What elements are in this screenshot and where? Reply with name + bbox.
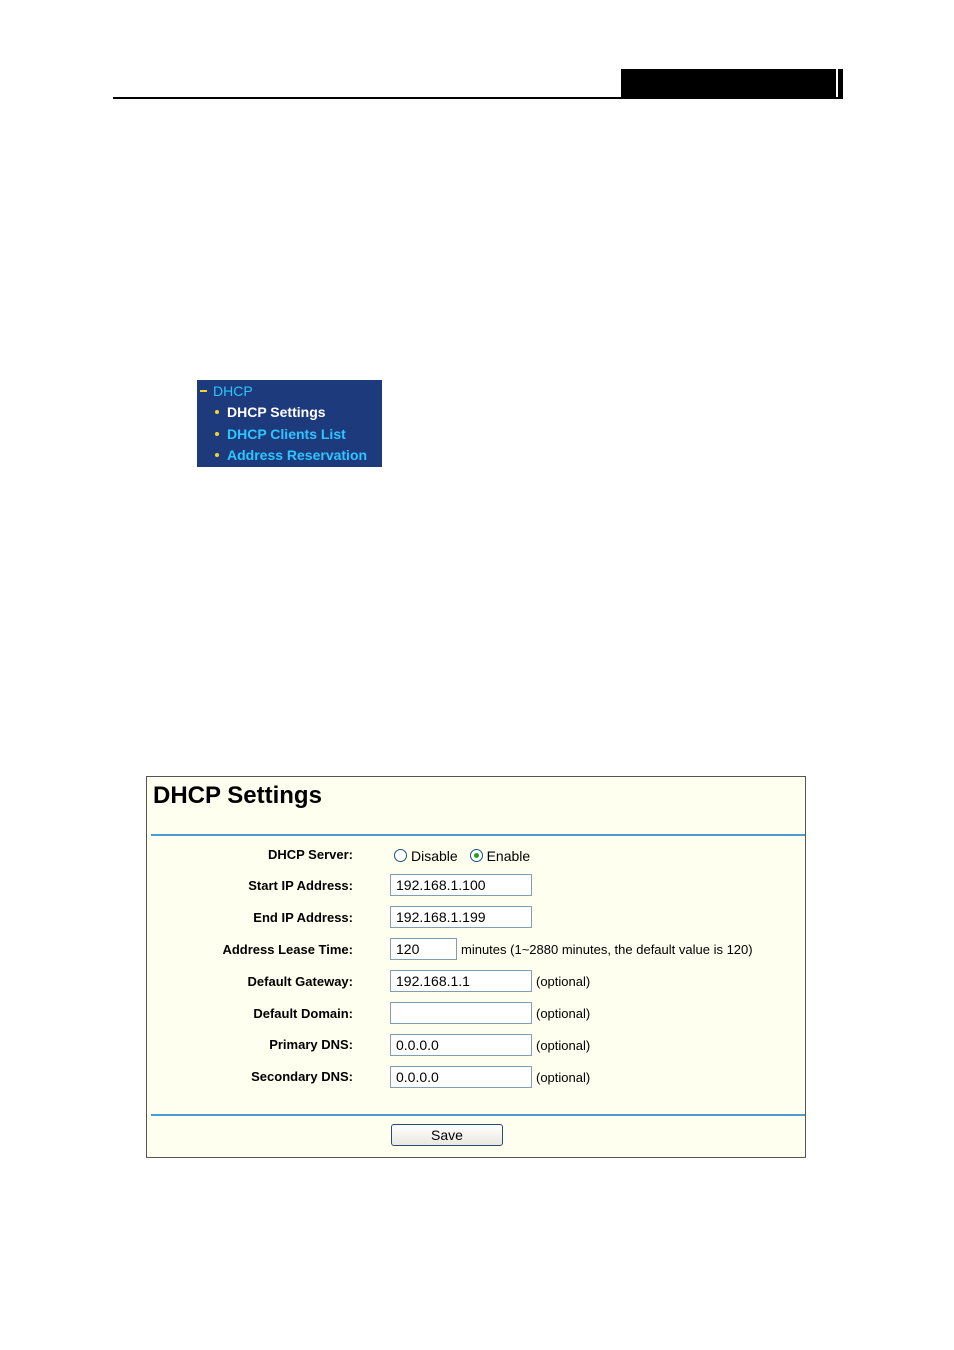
lease-time-hint: minutes (1~2880 minutes, the default value is 120): [461, 942, 753, 957]
divider-top: [151, 834, 805, 836]
header-stripe: [838, 69, 843, 99]
dhcp-menu: [197, 380, 382, 467]
secondary-dns-label: Secondary DNS:: [251, 1069, 353, 1084]
domain-label: Default Domain:: [253, 1006, 353, 1021]
lease-time-label: Address Lease Time:: [222, 942, 353, 957]
menu-item-label: DHCP Clients List: [227, 426, 346, 442]
secondary-dns-hint: (optional): [536, 1070, 591, 1085]
disable-radio-label[interactable]: Disable: [411, 848, 458, 865]
gateway-label: Default Gateway:: [247, 974, 353, 989]
header-rule: [113, 97, 843, 99]
start-ip-label: Start IP Address:: [248, 878, 353, 893]
gateway-hint: (optional): [536, 974, 591, 989]
domain-input[interactable]: [390, 1002, 532, 1024]
bullet-icon: [215, 453, 219, 457]
bullet-icon: [215, 432, 219, 436]
dhcp-settings-panel: [146, 776, 806, 1158]
menu-item-address-reservation[interactable]: [215, 445, 367, 465]
enable-radio-label[interactable]: Enable: [486, 848, 531, 865]
save-button[interactable]: Save: [391, 1124, 503, 1146]
gateway-input[interactable]: 192.168.1.1: [390, 970, 532, 992]
dhcp-server-radio-group: [394, 847, 538, 864]
divider-bottom: [151, 1114, 805, 1116]
primary-dns-input[interactable]: 0.0.0.0: [390, 1034, 532, 1056]
menu-header-dhcp[interactable]: [200, 381, 253, 401]
domain-hint: (optional): [536, 1006, 591, 1021]
primary-dns-hint: (optional): [536, 1038, 591, 1053]
lease-time-input[interactable]: 120: [390, 938, 457, 960]
primary-dns-label: Primary DNS:: [269, 1037, 353, 1052]
header-block: [621, 69, 836, 99]
secondary-dns-input[interactable]: 0.0.0.0: [390, 1066, 532, 1088]
collapse-minus-icon: [200, 390, 207, 392]
end-ip-input[interactable]: 192.168.1.199: [390, 906, 532, 928]
menu-item-label: DHCP Settings: [227, 404, 326, 420]
disable-radio[interactable]: [394, 849, 407, 862]
enable-radio[interactable]: [470, 849, 483, 862]
dhcp-server-label: DHCP Server:: [267, 847, 353, 862]
end-ip-label: End IP Address:: [253, 910, 353, 925]
page-title: DHCP Settings: [153, 782, 322, 809]
start-ip-input[interactable]: 192.168.1.100: [390, 874, 532, 896]
menu-item-label: Address Reservation: [227, 447, 368, 463]
bullet-icon: [215, 410, 219, 414]
menu-item-dhcp-clients-list[interactable]: [215, 424, 346, 444]
menu-item-dhcp-settings[interactable]: [215, 402, 326, 422]
menu-header-label: DHCP: [213, 383, 253, 399]
